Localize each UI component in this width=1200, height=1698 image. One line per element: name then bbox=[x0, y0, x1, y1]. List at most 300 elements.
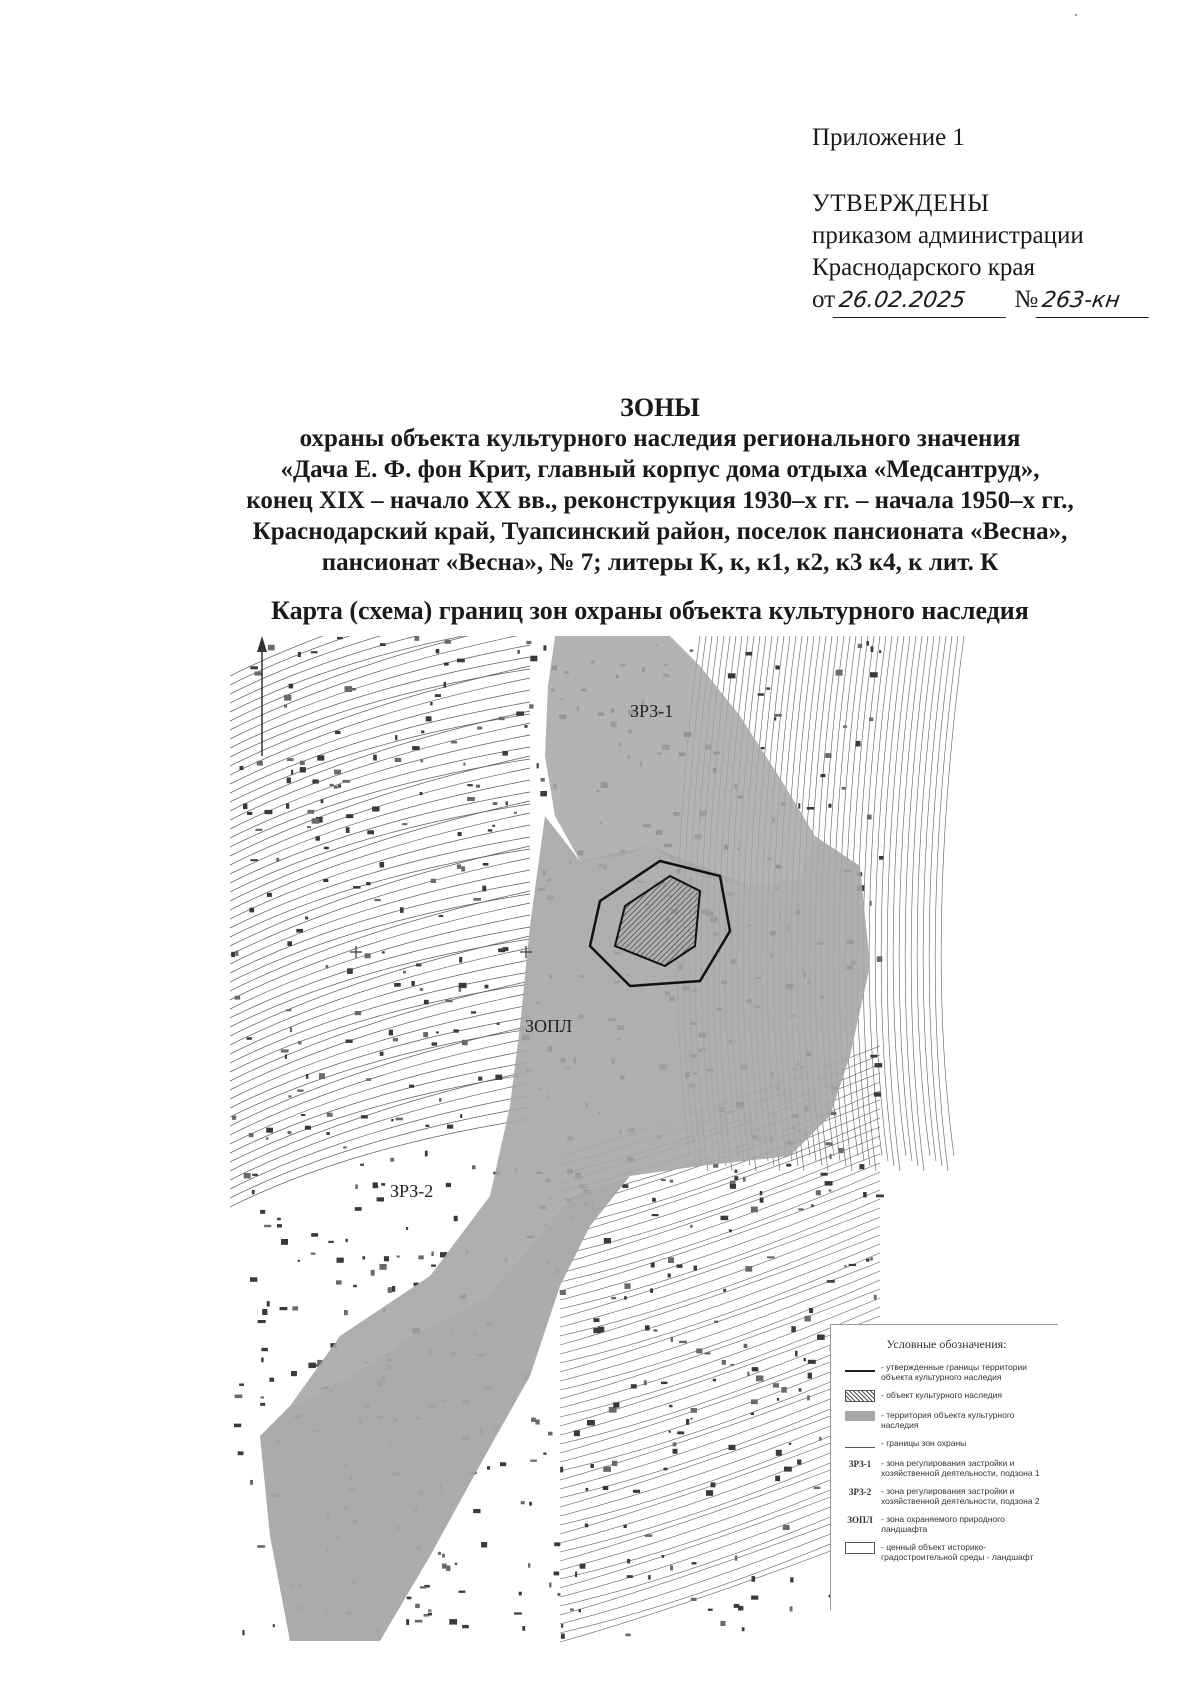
map-mark bbox=[250, 1277, 257, 1282]
map-mark bbox=[407, 1597, 412, 1600]
contour-line bbox=[230, 915, 530, 1009]
map-mark bbox=[790, 1606, 793, 1611]
map-mark bbox=[535, 1420, 539, 1425]
map-mark bbox=[525, 725, 528, 728]
map-mark bbox=[529, 704, 533, 708]
map-mark bbox=[462, 1040, 468, 1046]
map-mark bbox=[287, 758, 294, 761]
map-mark bbox=[811, 1204, 814, 1207]
map-mark bbox=[288, 1095, 291, 1097]
map-mark bbox=[528, 1563, 530, 1568]
contour-line bbox=[230, 1050, 530, 1144]
map-mark bbox=[317, 755, 324, 760]
map-mark bbox=[321, 799, 324, 803]
map-mark bbox=[266, 1137, 269, 1139]
map-mark bbox=[671, 1337, 674, 1342]
map-mark bbox=[362, 1256, 365, 1259]
map-caption: Карта (схема) границ зон охраны объекта культурного наследия bbox=[271, 596, 1029, 625]
map-mark bbox=[346, 1239, 348, 1242]
map-mark bbox=[503, 947, 509, 951]
map-mark bbox=[267, 1301, 270, 1306]
legend-item-zone-borders: - границы зон охраны bbox=[845, 1438, 1048, 1450]
map-mark bbox=[669, 1431, 671, 1433]
map-mark bbox=[874, 1092, 881, 1096]
contour-line bbox=[230, 813, 530, 910]
map-mark bbox=[827, 1280, 835, 1283]
map-mark bbox=[781, 1387, 786, 1393]
map-mark bbox=[308, 1363, 316, 1369]
map-mark bbox=[690, 649, 694, 652]
map-mark bbox=[420, 760, 423, 763]
map-mark bbox=[828, 804, 831, 808]
map-mark bbox=[516, 712, 524, 716]
map-mark bbox=[330, 784, 334, 786]
map-mark bbox=[249, 1133, 254, 1137]
map-mark bbox=[425, 1151, 428, 1157]
map-mark bbox=[548, 1432, 553, 1436]
map-mark bbox=[258, 1320, 266, 1323]
legend-item-zrz1: ЗРЗ-1 - зона регулирования застройки и хозяйственной деятельности, подзона 1 bbox=[848, 1458, 1040, 1478]
map-mark bbox=[281, 1049, 289, 1052]
map-mark bbox=[808, 1373, 812, 1379]
map-mark bbox=[829, 1190, 832, 1192]
map-mark bbox=[445, 1000, 452, 1003]
map-mark bbox=[819, 1437, 821, 1441]
map-mark bbox=[627, 1559, 630, 1563]
map-mark bbox=[472, 1165, 476, 1169]
map-mark bbox=[334, 786, 338, 789]
map-mark bbox=[661, 1179, 666, 1181]
legend-item-heritage-object: - объект культурного наследия bbox=[845, 1390, 1048, 1402]
map-mark bbox=[651, 1263, 655, 1268]
map-mark bbox=[447, 1125, 453, 1129]
map-mark bbox=[529, 1502, 532, 1506]
map-mark bbox=[875, 1063, 883, 1067]
contour-line bbox=[230, 825, 530, 919]
contour-line bbox=[230, 960, 530, 1054]
map-mark bbox=[445, 640, 451, 644]
map-mark bbox=[300, 767, 306, 772]
handwritten-date: 26.02.2025 bbox=[833, 285, 1011, 318]
map-mark bbox=[418, 1255, 423, 1259]
map-mark bbox=[349, 688, 356, 691]
map-mark bbox=[477, 727, 482, 730]
map-mark bbox=[268, 645, 275, 651]
contour-line bbox=[230, 948, 530, 1045]
map-mark bbox=[420, 988, 423, 991]
map-mark bbox=[290, 1027, 292, 1032]
map-mark bbox=[301, 1114, 306, 1116]
map-mark bbox=[869, 718, 873, 722]
map-mark bbox=[467, 797, 475, 801]
map-mark bbox=[391, 1119, 393, 1122]
map-mark bbox=[254, 672, 262, 676]
map-mark bbox=[291, 770, 293, 775]
map-mark bbox=[250, 666, 258, 669]
map-mark bbox=[457, 864, 461, 869]
map-mark bbox=[720, 1621, 725, 1626]
map-mark bbox=[453, 1029, 458, 1032]
map-mark bbox=[323, 879, 328, 882]
map-mark bbox=[428, 1609, 432, 1611]
map-mark bbox=[458, 832, 462, 836]
map-mark bbox=[395, 758, 402, 762]
map-mark bbox=[307, 826, 311, 828]
map-mark bbox=[791, 1326, 796, 1332]
map-mark bbox=[721, 1216, 729, 1220]
contour-line bbox=[230, 1095, 530, 1189]
map-mark bbox=[867, 815, 872, 820]
map-mark bbox=[257, 1545, 265, 1548]
map-mark bbox=[526, 641, 531, 644]
map-mark bbox=[825, 1142, 832, 1145]
map-mark bbox=[531, 1418, 536, 1422]
map-mark bbox=[374, 899, 380, 901]
map-mark bbox=[645, 1534, 653, 1537]
zone-zrz2-area bbox=[260, 1176, 630, 1641]
map-mark bbox=[355, 1011, 361, 1015]
map-mark bbox=[442, 1564, 447, 1569]
map-mark bbox=[252, 1190, 255, 1194]
contour-line bbox=[230, 678, 530, 775]
map-mark bbox=[380, 643, 386, 646]
map-mark bbox=[266, 1128, 273, 1133]
map-mark bbox=[549, 1583, 551, 1588]
map-mark bbox=[580, 1564, 586, 1569]
map-mark bbox=[856, 741, 861, 747]
map-mark bbox=[714, 1321, 718, 1324]
map-mark bbox=[541, 778, 545, 782]
map-mark bbox=[483, 863, 489, 866]
map-mark bbox=[471, 1011, 476, 1013]
number-sign: № bbox=[1014, 286, 1039, 313]
contour-line bbox=[230, 636, 530, 721]
map-mark bbox=[438, 1552, 441, 1555]
map-mark bbox=[396, 1118, 403, 1121]
map-mark bbox=[738, 1606, 743, 1611]
map-mark bbox=[289, 684, 294, 689]
map-mark bbox=[648, 1575, 651, 1580]
map-mark bbox=[650, 1288, 653, 1293]
map-mark bbox=[431, 1252, 433, 1257]
map-mark bbox=[807, 1395, 810, 1400]
map-mark bbox=[677, 1431, 684, 1434]
map-mark bbox=[603, 1486, 609, 1490]
handwritten-number: 263-кн bbox=[1036, 285, 1154, 318]
map-mark bbox=[261, 1348, 268, 1351]
map-mark bbox=[493, 802, 498, 805]
map-mark bbox=[622, 1184, 628, 1188]
map-mark bbox=[247, 812, 252, 815]
map-mark bbox=[744, 1344, 748, 1348]
map-mark bbox=[372, 806, 379, 811]
map-mark bbox=[879, 650, 881, 653]
map-mark bbox=[393, 1038, 398, 1041]
map-mark bbox=[518, 650, 520, 654]
map-mark bbox=[859, 1164, 864, 1169]
map-mark bbox=[758, 693, 764, 696]
map-mark bbox=[870, 1055, 877, 1058]
region-line: Краснодарского края bbox=[812, 254, 1035, 281]
order-line: приказом администрации bbox=[812, 222, 1084, 249]
map-mark bbox=[830, 1154, 832, 1159]
map-mark bbox=[506, 801, 508, 805]
map-mark bbox=[428, 1613, 432, 1616]
map-mark bbox=[353, 886, 360, 889]
map-mark bbox=[843, 725, 847, 727]
zone-label-zopl: ЗОПЛ bbox=[525, 1016, 573, 1036]
map-mark bbox=[312, 779, 318, 783]
map-mark bbox=[708, 1609, 713, 1611]
map-mark bbox=[457, 659, 465, 663]
map-mark bbox=[467, 784, 473, 786]
map-mark bbox=[874, 1295, 877, 1300]
map-mark bbox=[415, 636, 420, 641]
map-mark bbox=[499, 717, 505, 721]
map-mark bbox=[760, 1198, 764, 1203]
map-mark bbox=[804, 1358, 806, 1362]
map-mark bbox=[814, 1487, 821, 1489]
map-mark bbox=[863, 1192, 867, 1197]
map-mark bbox=[561, 1624, 563, 1628]
map-mark bbox=[554, 1572, 560, 1576]
map-mark bbox=[575, 1572, 577, 1578]
map-mark bbox=[380, 862, 385, 868]
map-mark bbox=[406, 1227, 408, 1230]
map-mark bbox=[817, 1335, 825, 1340]
map-mark bbox=[767, 1256, 775, 1258]
map-mark bbox=[789, 1443, 792, 1445]
map-mark bbox=[705, 1352, 711, 1354]
map-mark bbox=[436, 1031, 439, 1033]
map-mark bbox=[232, 1116, 236, 1120]
map-mark bbox=[361, 1115, 368, 1118]
map-mark bbox=[530, 656, 537, 662]
map-mark bbox=[654, 1329, 658, 1332]
map-mark bbox=[492, 825, 495, 827]
contour-line bbox=[230, 723, 530, 820]
map-mark bbox=[611, 1297, 616, 1299]
map-mark bbox=[231, 952, 235, 957]
map-mark bbox=[677, 1264, 683, 1267]
map-mark bbox=[436, 649, 440, 654]
map-mark bbox=[316, 836, 320, 840]
map-mark bbox=[624, 1296, 627, 1299]
map-mark bbox=[311, 1253, 316, 1255]
map-mark bbox=[844, 1265, 846, 1267]
map-mark bbox=[235, 1395, 243, 1399]
map-mark bbox=[267, 893, 272, 897]
legend-item-heritage-territory: - территория объекта культурного наследия bbox=[845, 1410, 1048, 1430]
map-mark bbox=[554, 1542, 560, 1546]
map-mark bbox=[783, 1525, 790, 1530]
map-mark bbox=[261, 1358, 263, 1363]
title-line-1: охраны объекта культурного наследия регионального значения bbox=[299, 425, 1021, 452]
title-line-3: конец XIX – начало XX вв., реконструкция 1930–х гг. – начала 1950–х гг., bbox=[246, 487, 1074, 514]
map-mark bbox=[838, 1148, 844, 1153]
map-mark bbox=[335, 731, 341, 734]
map-mark bbox=[842, 787, 846, 790]
contour-line bbox=[230, 993, 530, 1090]
map-mark bbox=[500, 1462, 506, 1466]
map-mark bbox=[242, 1630, 244, 1635]
map-mark bbox=[334, 770, 341, 775]
zone-label-zrz2: ЗРЗ-2 bbox=[390, 1181, 434, 1201]
title-line-2: «Дача Е. Ф. фон Крит, главный корпус дома отдыха «Медсантруд», bbox=[280, 456, 1040, 483]
appendix-label: Приложение 1 bbox=[812, 124, 965, 151]
map-mark bbox=[502, 751, 508, 756]
map-mark bbox=[473, 898, 481, 901]
map-mark bbox=[530, 1460, 537, 1462]
map-mark bbox=[344, 1310, 348, 1315]
map-mark bbox=[355, 1207, 362, 1211]
map-mark bbox=[633, 1490, 640, 1493]
map-mark bbox=[459, 1591, 466, 1593]
map-mark bbox=[730, 1364, 734, 1366]
map-mark bbox=[877, 956, 883, 962]
map-mark bbox=[692, 1562, 697, 1564]
map-mark bbox=[235, 996, 241, 1000]
map-mark bbox=[751, 1412, 754, 1415]
map-mark bbox=[870, 672, 878, 677]
map-mark bbox=[306, 1074, 308, 1079]
map-mark bbox=[808, 1360, 816, 1364]
map-mark bbox=[462, 1625, 469, 1628]
map-mark bbox=[879, 856, 883, 860]
map-mark bbox=[400, 907, 404, 913]
map-mark bbox=[473, 1509, 480, 1513]
map-mark bbox=[367, 830, 374, 834]
map-mark bbox=[799, 1388, 802, 1391]
map-mark bbox=[876, 1195, 884, 1198]
map-mark bbox=[444, 663, 449, 666]
map-mark bbox=[673, 1442, 677, 1446]
map-mark bbox=[446, 1183, 451, 1187]
map-mark bbox=[594, 1318, 600, 1322]
map-mark bbox=[420, 1586, 427, 1588]
map-mark bbox=[459, 957, 462, 963]
map-mark bbox=[264, 1225, 271, 1227]
map-mark bbox=[543, 645, 546, 650]
map-mark bbox=[250, 1480, 253, 1485]
map-mark bbox=[482, 886, 486, 892]
map-mark bbox=[776, 1450, 782, 1456]
map-mark bbox=[395, 735, 397, 740]
contour-line bbox=[230, 768, 530, 865]
map-mark bbox=[691, 1598, 697, 1601]
map-mark bbox=[590, 1464, 594, 1468]
map-mark bbox=[255, 829, 262, 831]
map-mark bbox=[432, 1042, 438, 1045]
map-mark bbox=[257, 761, 263, 766]
map-mark bbox=[816, 1190, 821, 1195]
map-mark bbox=[662, 1555, 665, 1558]
map-mark bbox=[287, 941, 292, 946]
map-mark bbox=[238, 1451, 244, 1455]
map-mark bbox=[668, 1274, 671, 1278]
map-mark bbox=[424, 1000, 429, 1005]
map-mark bbox=[346, 814, 353, 818]
map-mark bbox=[298, 1260, 300, 1262]
map-mark bbox=[292, 1306, 298, 1310]
map-mark bbox=[476, 785, 480, 788]
map-mark bbox=[825, 1181, 833, 1186]
map-mark bbox=[236, 951, 239, 957]
legend-item-valuable-object: - ценный объект историко-градостроительной среды - ландшафт bbox=[845, 1542, 1048, 1562]
map-mark bbox=[866, 641, 869, 646]
map-mark bbox=[392, 1286, 395, 1292]
map-mark bbox=[291, 1371, 297, 1376]
map-mark bbox=[377, 1197, 384, 1201]
date-prefix: от bbox=[812, 286, 836, 313]
map-legend bbox=[830, 1324, 1058, 1610]
map-mark bbox=[761, 747, 765, 749]
map-mark bbox=[522, 1626, 525, 1631]
zone-zopl-area bbox=[290, 816, 870, 1406]
map-mark bbox=[281, 1239, 288, 1245]
map-mark bbox=[366, 1078, 371, 1081]
map-mark bbox=[431, 1265, 436, 1267]
map-mark bbox=[624, 1525, 627, 1528]
map-mark bbox=[706, 1490, 713, 1496]
map-mark bbox=[624, 1283, 630, 1289]
map-mark bbox=[673, 1449, 678, 1454]
map-mark bbox=[297, 1090, 304, 1092]
map-mark bbox=[415, 1604, 420, 1608]
map-mark bbox=[579, 1609, 581, 1612]
map-mark bbox=[305, 917, 308, 920]
map-mark bbox=[381, 1183, 385, 1186]
contour-line bbox=[230, 780, 530, 874]
map-mark bbox=[326, 965, 329, 968]
contour-line bbox=[230, 645, 530, 739]
map-mark bbox=[821, 1173, 828, 1176]
map-mark bbox=[774, 717, 776, 720]
map-mark bbox=[495, 1075, 502, 1080]
map-mark bbox=[355, 1184, 358, 1189]
map-mark bbox=[389, 1030, 393, 1036]
map-mark bbox=[380, 1052, 384, 1056]
map-mark bbox=[586, 1488, 589, 1491]
map-mark bbox=[373, 755, 377, 761]
map-mark bbox=[431, 879, 436, 883]
map-mark bbox=[300, 761, 305, 766]
map-mark bbox=[373, 1182, 378, 1188]
map-mark bbox=[384, 1256, 389, 1261]
map-mark bbox=[729, 1445, 736, 1450]
map-mark bbox=[240, 766, 244, 770]
map-mark bbox=[298, 652, 301, 657]
map-mark bbox=[751, 1399, 758, 1404]
map-mark bbox=[849, 1264, 856, 1266]
map-mark bbox=[540, 791, 547, 796]
map-mark bbox=[870, 1257, 873, 1260]
map-mark bbox=[481, 1542, 487, 1548]
map-mark bbox=[379, 1264, 386, 1270]
map-mark bbox=[305, 1126, 311, 1130]
map-mark bbox=[773, 1383, 779, 1387]
map-mark bbox=[442, 1554, 445, 1558]
map-mark bbox=[412, 746, 420, 750]
map-mark bbox=[243, 804, 247, 810]
map-mark bbox=[324, 847, 329, 850]
map-mark bbox=[631, 1384, 637, 1388]
map-mark bbox=[809, 1308, 813, 1313]
map-mark bbox=[752, 1576, 756, 1582]
map-mark bbox=[252, 1174, 258, 1176]
map-mark bbox=[488, 829, 493, 831]
map-mark bbox=[366, 882, 371, 885]
